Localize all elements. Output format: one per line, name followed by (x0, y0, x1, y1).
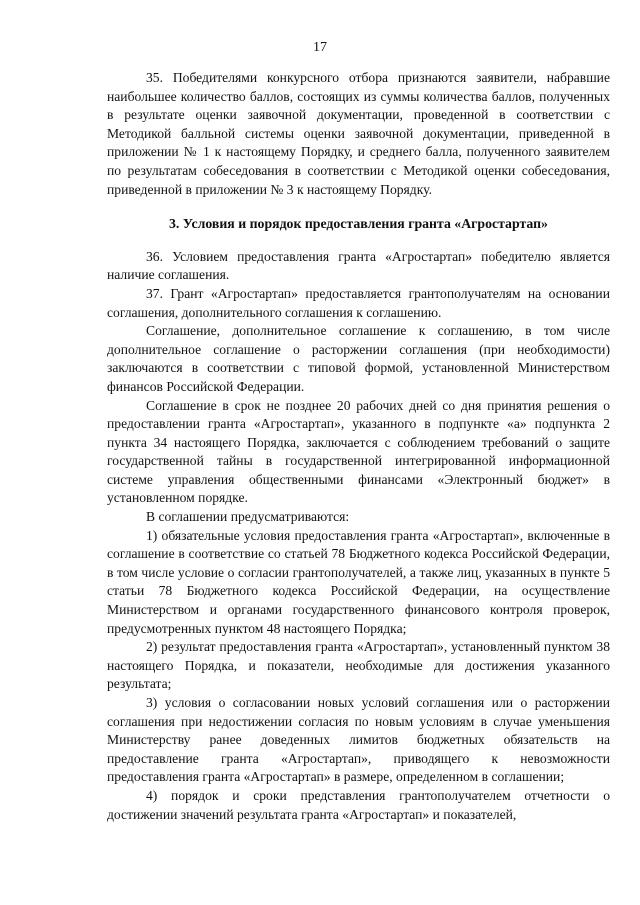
paragraph-agreement-form: Соглашение, дополнительное соглашение к соглашению, в том числе дополнительное соглашение о расторжении соглашения (при необходимости) заключаются в соответствии с типовой формой, установленной Министерством финансов Российской Федерации. (107, 323, 610, 394)
list-item-4: 4) порядок и сроки представления грантополучателем отчетности о достижении значений результата гранта «Агростартап» и показателей, (107, 787, 610, 822)
paragraph-agreement-provides: В соглашении предусматриваются: (146, 509, 350, 525)
section-heading: 3. Условия и порядок предоставления гранта «Агростартап» (169, 216, 548, 232)
paragraph-agreement-term: Соглашение в срок не позднее 20 рабочих дней со дня принятия решения о предоставлении гранта «Агростартап», указанного в подпункте «а» подпункта 2 пункта 34 настоящего Порядка, заключается с соблюдением требований о защите государственной тайны в государственной интегрированной информационной системе управления общественными финансами «Электронный бюджет» в установленном порядке. (107, 397, 610, 506)
paragraph-36: 36. Условием предоставления гранта «Агростартап» победителю является наличие соглашения. (107, 248, 610, 283)
document-body (107, 69, 610, 824)
list-item-3: 3) условия о согласовании новых условий соглашения или о расторжении соглашения при недостижении согласия по новым условиям в случае уменьшения Министерству ранее доведенных лимитов бюджетных обязательств на предоставление гранта «Агростартап», приводящего к невозможности предоставления гранта «Агростартап» в размере, определенном в соглашении; (107, 695, 610, 785)
list-item-1: 1) обязательные условия предоставления гранта «Агростартап», включенные в соглашение в соответствие со статьей 78 Бюджетного кодекса Российской Федерации, в том числе условие о согласии грантополучателей, а также лиц, указанных в пункте 5 статьи 78 Бюджетного кодекса Российской Федерации, на осуществление Министерством и органами государственного финансового контроля проверок, предусмотренных пунктом 48 настоящего Порядка; (107, 527, 610, 636)
list-item-2: 2) результат предоставления гранта «Агростартап», установленный пунктом 38 настоящего Порядка, и показатели, необходимые для достижения указанного результата; (107, 639, 610, 692)
page-number: 17 (313, 40, 327, 55)
paragraph-35: 35. Победителями конкурсного отбора признаются заявители, набравшие наибольшее количество баллов, состоящих из суммы количества баллов, полученных в результате оценки заявочной документации, проведенной в соответствии с Методикой балльной системы оценки заявочной документации, приведенной в приложении № 1 к настоящему Порядку, и среднего балла, полученного заявителем по результатам собеседования в соответствии с Методикой оценки собеседования, приведенной в приложении № 3 к настоящему Порядку. (107, 70, 610, 197)
paragraph-37: 37. Грант «Агростартап» предоставляется грантополучателям на основании соглашения, дополнительного соглашения к соглашению. (107, 285, 610, 320)
